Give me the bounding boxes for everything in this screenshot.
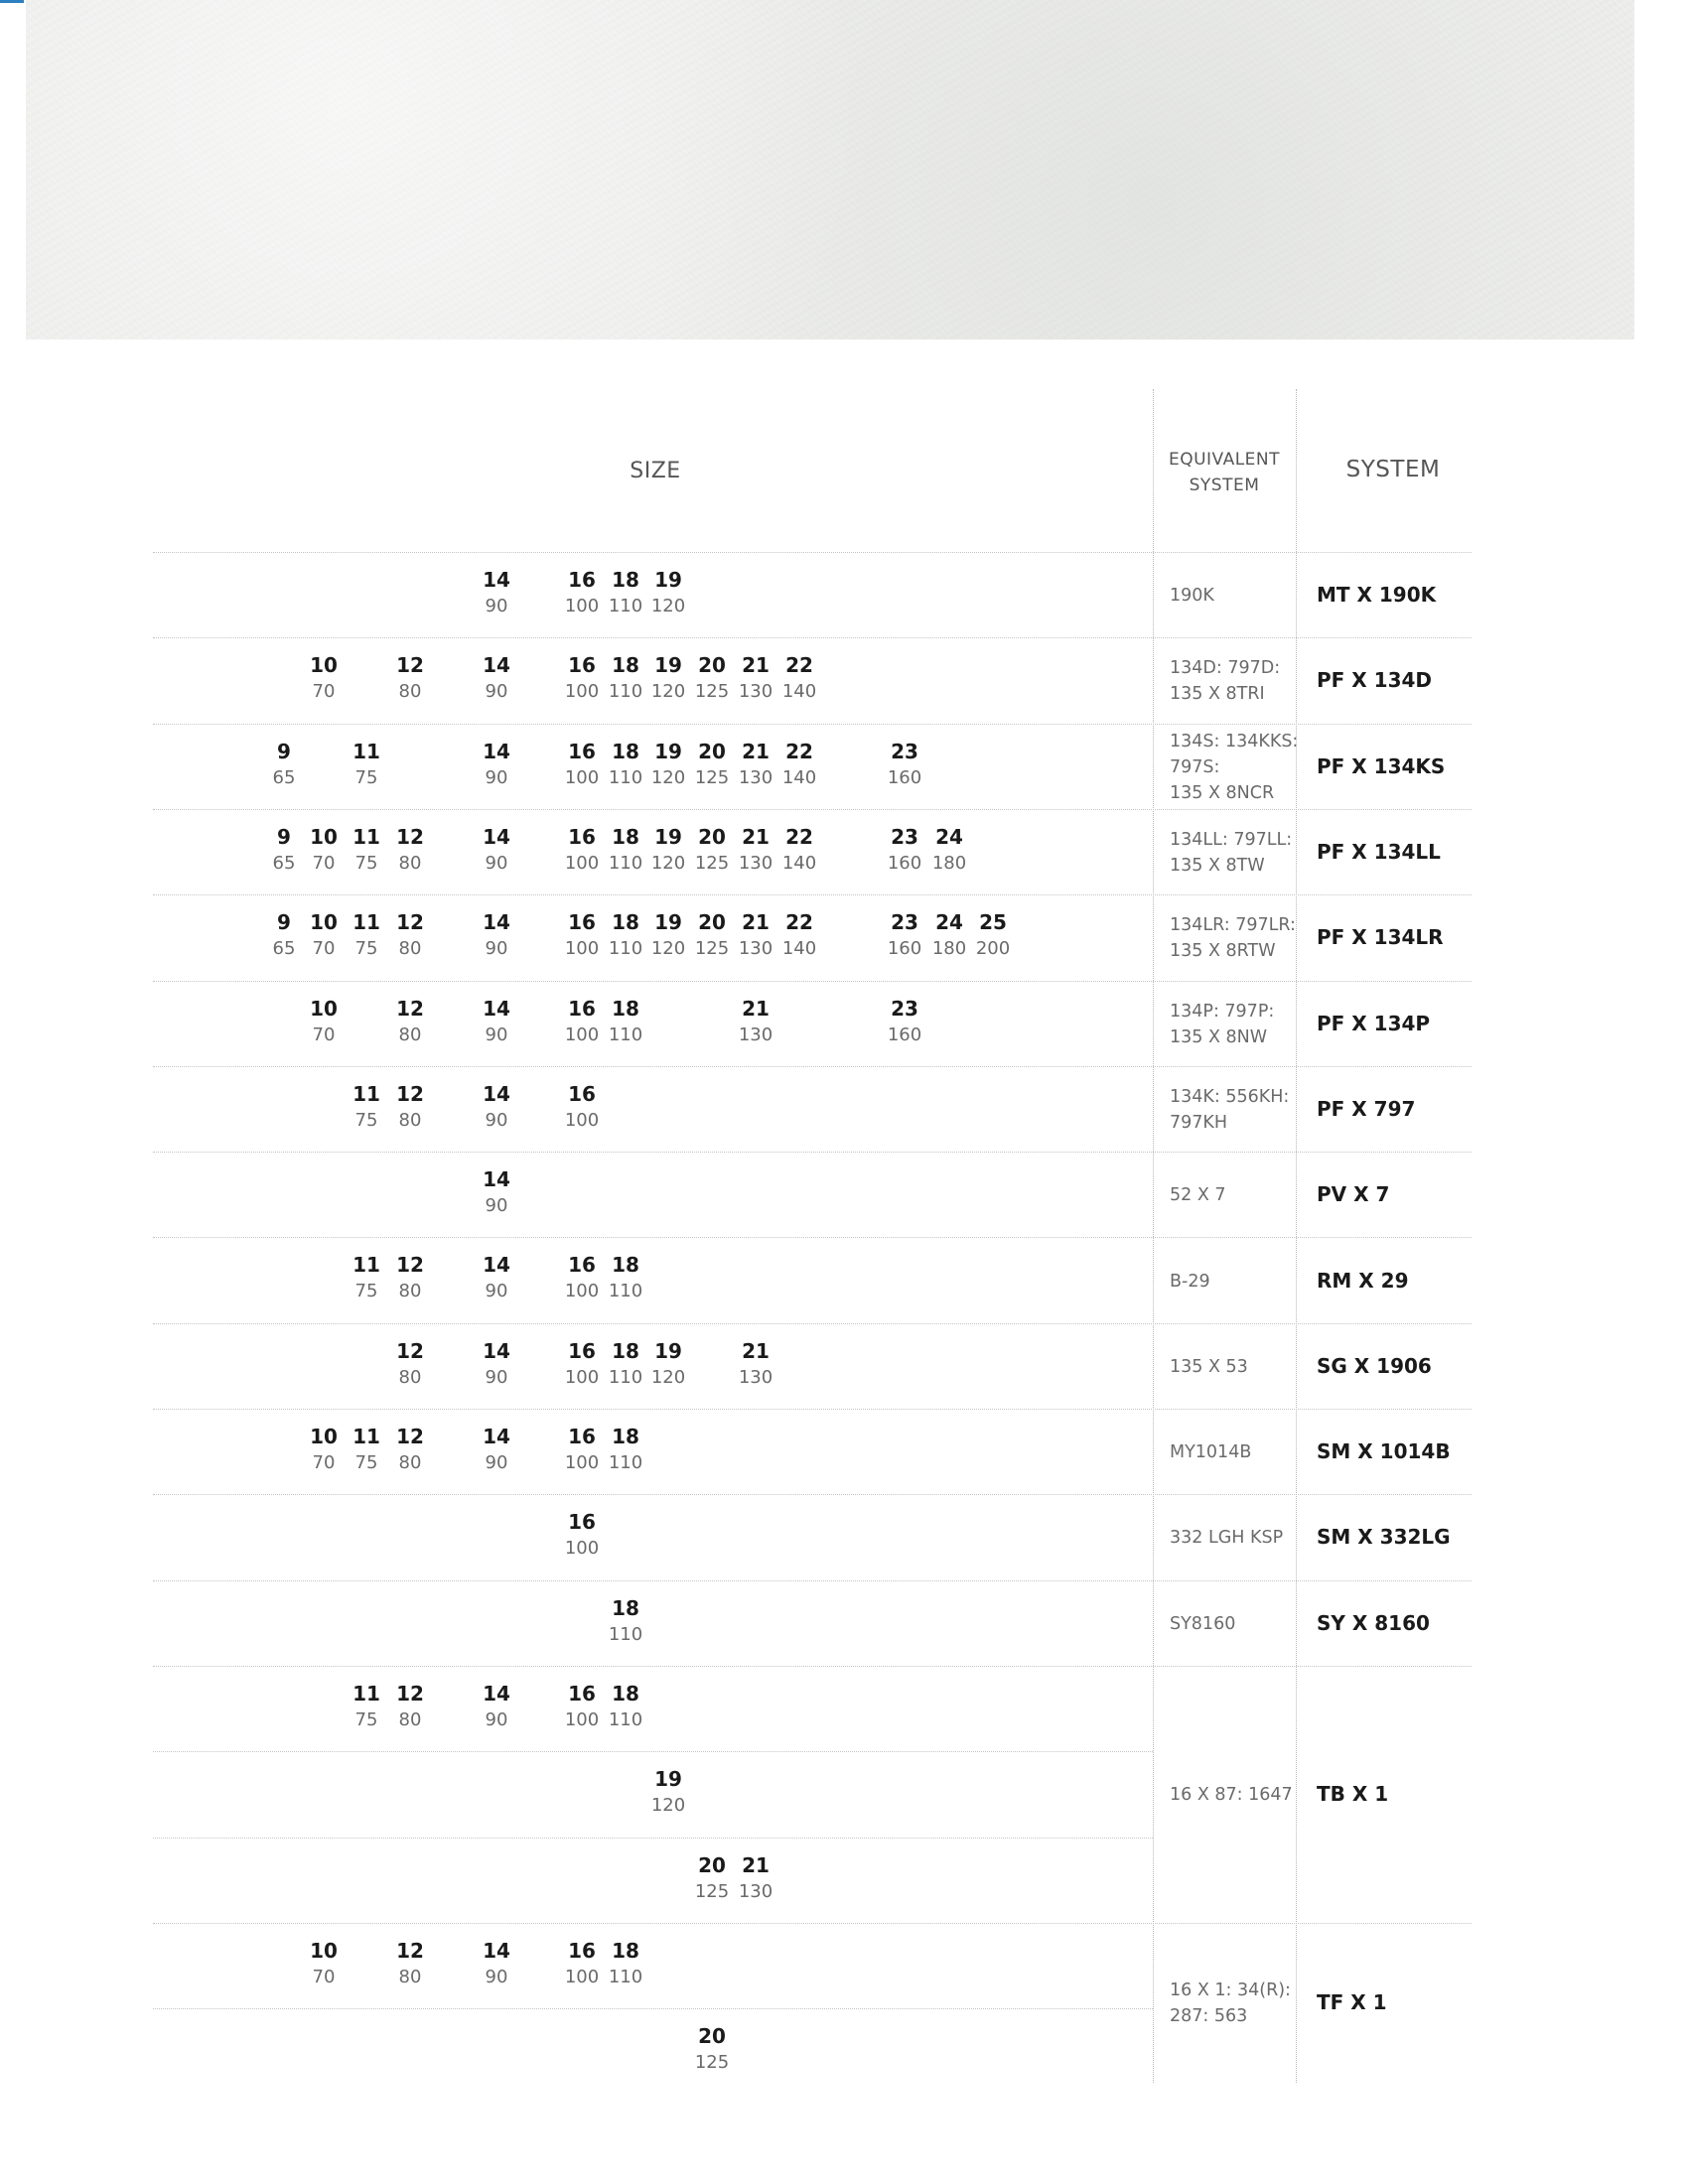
size-number: 19 bbox=[654, 910, 682, 935]
metric-size: 125 bbox=[694, 766, 730, 788]
system-cell: SM X 1014B bbox=[1317, 1439, 1451, 1464]
equivalent-system-header bbox=[1155, 447, 1294, 498]
metric-size: 110 bbox=[608, 1966, 643, 1987]
size-number: 14 bbox=[483, 824, 510, 849]
size-number: 11 bbox=[352, 1081, 380, 1106]
equivalent-system-line: 135 X 8NW bbox=[1170, 1026, 1268, 1047]
size-number: 21 bbox=[742, 1338, 770, 1363]
row-separator bbox=[153, 1237, 1472, 1238]
size-number: 20 bbox=[698, 824, 726, 849]
size-header: SIZE bbox=[630, 459, 681, 483]
metric-size: 70 bbox=[312, 938, 336, 960]
row-separator bbox=[153, 1838, 1153, 1839]
size-number: 12 bbox=[396, 996, 424, 1021]
metric-size: 90 bbox=[485, 1024, 508, 1045]
size-number: 18 bbox=[612, 1595, 639, 1620]
equivalent-system-line: 134K: 556KH: bbox=[1170, 1086, 1290, 1107]
metric-size: 90 bbox=[485, 1708, 508, 1730]
metric-size: 90 bbox=[485, 1195, 508, 1217]
column-divider-equivalent bbox=[1153, 389, 1154, 2083]
size-number: 11 bbox=[352, 1425, 380, 1448]
metric-size: 100 bbox=[564, 1281, 600, 1302]
metric-size: 110 bbox=[608, 766, 643, 788]
size-number: 14 bbox=[483, 1081, 510, 1106]
equivalent-system-cell bbox=[1170, 1978, 1297, 2029]
metric-size: 80 bbox=[398, 938, 422, 960]
row-separator bbox=[153, 981, 1472, 982]
metric-size: 110 bbox=[608, 1623, 643, 1645]
size-number: 18 bbox=[612, 1938, 639, 1963]
size-number: 18 bbox=[612, 1425, 639, 1448]
row-separator bbox=[153, 1751, 1153, 1752]
size-number: 18 bbox=[612, 1681, 639, 1706]
size-number: 22 bbox=[785, 739, 813, 763]
metric-size: 125 bbox=[694, 852, 730, 874]
metric-size: 70 bbox=[312, 1024, 336, 1045]
metric-size: 100 bbox=[564, 1366, 600, 1388]
size-number: 16 bbox=[568, 910, 596, 935]
metric-size: 80 bbox=[398, 1281, 422, 1302]
metric-size: 130 bbox=[738, 681, 774, 703]
size-number: 12 bbox=[396, 1081, 424, 1106]
metric-size: 110 bbox=[608, 1024, 643, 1045]
metric-size: 90 bbox=[485, 681, 508, 703]
metric-size: 180 bbox=[931, 852, 967, 874]
metric-size: 140 bbox=[781, 852, 817, 874]
metric-size: 120 bbox=[650, 938, 686, 960]
size-number: 21 bbox=[742, 996, 770, 1021]
system-cell: TB X 1 bbox=[1317, 1782, 1389, 1807]
size-number: 21 bbox=[742, 824, 770, 849]
metric-size: 75 bbox=[354, 1281, 378, 1302]
equivalent-system-line: 16 X 87: 1647 bbox=[1170, 1785, 1293, 1806]
row-separator bbox=[153, 1409, 1472, 1410]
equivalent-system-cell bbox=[1170, 1611, 1297, 1637]
size-number: 23 bbox=[891, 824, 918, 849]
size-number: 10 bbox=[310, 1938, 338, 1963]
equivalent-system-line: 190K bbox=[1170, 586, 1214, 607]
metric-size: 80 bbox=[398, 1452, 422, 1473]
row-separator bbox=[153, 809, 1472, 810]
metric-size: 90 bbox=[485, 596, 508, 616]
equivalent-system-line: 135 X 8TW bbox=[1170, 856, 1265, 877]
size-number: 11 bbox=[352, 824, 380, 849]
size-number: 16 bbox=[568, 1510, 596, 1535]
row-separator bbox=[153, 1323, 1472, 1324]
metric-size: 160 bbox=[887, 938, 922, 960]
metric-size: 110 bbox=[608, 938, 643, 960]
size-number: 10 bbox=[310, 824, 338, 849]
metric-size: 70 bbox=[312, 1452, 336, 1473]
metric-size: 70 bbox=[312, 681, 336, 703]
size-number: 14 bbox=[483, 996, 510, 1021]
size-number: 21 bbox=[742, 910, 770, 935]
metric-size: 90 bbox=[485, 1281, 508, 1302]
size-number: 10 bbox=[310, 910, 338, 935]
metric-size: 140 bbox=[781, 938, 817, 960]
size-number: 23 bbox=[891, 910, 918, 935]
size-number: 19 bbox=[654, 653, 682, 678]
size-number: 18 bbox=[612, 653, 639, 678]
metric-size: 90 bbox=[485, 1452, 508, 1473]
size-number: 16 bbox=[568, 1081, 596, 1106]
size-number: 9 bbox=[277, 910, 291, 935]
row-separator bbox=[153, 894, 1472, 895]
equivalent-system-cell bbox=[1170, 1354, 1297, 1380]
metric-size: 140 bbox=[781, 766, 817, 788]
metric-size: 140 bbox=[781, 681, 817, 703]
row-separator bbox=[153, 1923, 1472, 1924]
equivalent-system-line: 134D: 797D: bbox=[1170, 658, 1281, 679]
size-number: 11 bbox=[352, 739, 380, 763]
system-cell: SY X 8160 bbox=[1317, 1610, 1430, 1635]
size-number: 12 bbox=[396, 1338, 424, 1363]
size-number: 14 bbox=[483, 568, 510, 592]
size-number: 23 bbox=[891, 996, 918, 1021]
equivalent-system-cell bbox=[1170, 729, 1297, 806]
size-number: 22 bbox=[785, 653, 813, 678]
metric-size: 65 bbox=[272, 938, 296, 960]
metric-size: 75 bbox=[354, 1109, 378, 1131]
size-number: 19 bbox=[654, 739, 682, 763]
metric-size: 110 bbox=[608, 852, 643, 874]
size-number: 12 bbox=[396, 1938, 424, 1963]
size-number: 21 bbox=[742, 739, 770, 763]
size-number: 24 bbox=[935, 910, 963, 935]
metric-size: 100 bbox=[564, 1708, 600, 1730]
size-number: 12 bbox=[396, 824, 424, 849]
equivalent-system-line: 135 X 8RTW bbox=[1170, 941, 1276, 962]
size-number: 16 bbox=[568, 824, 596, 849]
size-number: 14 bbox=[483, 1938, 510, 1963]
size-number: 19 bbox=[654, 1767, 682, 1792]
equivalent-system-cell bbox=[1170, 583, 1297, 609]
metric-size: 120 bbox=[650, 852, 686, 874]
size-number: 12 bbox=[396, 910, 424, 935]
size-number: 19 bbox=[654, 824, 682, 849]
system-cell: PF X 134KS bbox=[1317, 753, 1446, 778]
metric-size: 75 bbox=[354, 766, 378, 788]
metric-size: 100 bbox=[564, 766, 600, 788]
size-number: 18 bbox=[612, 910, 639, 935]
column-divider-system bbox=[1296, 389, 1297, 2083]
size-number: 16 bbox=[568, 653, 596, 678]
system-header: SYSTEM bbox=[1345, 457, 1441, 482]
metric-size: 100 bbox=[564, 938, 600, 960]
row-separator bbox=[153, 1494, 1472, 1495]
metric-size: 90 bbox=[485, 766, 508, 788]
equivalent-system-line: 135 X 53 bbox=[1170, 1356, 1248, 1377]
metric-size: 75 bbox=[354, 938, 378, 960]
size-number: 12 bbox=[396, 1425, 424, 1448]
size-number: 19 bbox=[654, 568, 682, 592]
size-number: 14 bbox=[483, 910, 510, 935]
metric-size: 100 bbox=[564, 1538, 600, 1560]
metric-size: 90 bbox=[485, 1366, 508, 1388]
equivalent-system-cell bbox=[1170, 827, 1297, 879]
metric-size: 130 bbox=[738, 1880, 774, 1902]
size-number: 16 bbox=[568, 1681, 596, 1706]
row-separator bbox=[153, 724, 1472, 725]
metric-size: 70 bbox=[312, 852, 336, 874]
metric-size: 125 bbox=[694, 1880, 730, 1902]
size-number: 22 bbox=[785, 910, 813, 935]
size-number: 14 bbox=[483, 1167, 510, 1192]
system-cell: RM X 29 bbox=[1317, 1268, 1409, 1293]
size-number: 10 bbox=[310, 1425, 338, 1448]
metric-size: 120 bbox=[650, 681, 686, 703]
equivalent-system-line: 16 X 1: 34(R): bbox=[1170, 1980, 1291, 2001]
metric-size: 80 bbox=[398, 852, 422, 874]
size-number: 16 bbox=[568, 1938, 596, 1963]
size-number: 18 bbox=[612, 824, 639, 849]
size-number: 16 bbox=[568, 1425, 596, 1448]
system-cell: TF X 1 bbox=[1317, 1990, 1387, 2015]
size-number: 16 bbox=[568, 739, 596, 763]
metric-size: 180 bbox=[931, 938, 967, 960]
system-cell: PF X 797 bbox=[1317, 1096, 1416, 1121]
metric-size: 130 bbox=[738, 938, 774, 960]
equivalent-system-cell bbox=[1170, 655, 1297, 707]
equivalent-system-line: 52 X 7 bbox=[1170, 1185, 1226, 1206]
size-number: 14 bbox=[483, 1338, 510, 1363]
size-number: 18 bbox=[612, 1338, 639, 1363]
metric-size: 160 bbox=[887, 852, 922, 874]
metric-size: 130 bbox=[738, 766, 774, 788]
system-cell: SG X 1906 bbox=[1317, 1353, 1432, 1378]
row-separator bbox=[153, 552, 1472, 553]
metric-size: 200 bbox=[975, 938, 1011, 960]
size-number: 14 bbox=[483, 1253, 510, 1278]
equivalent-system-line: 135 X 8TRI bbox=[1170, 684, 1265, 705]
size-number: 10 bbox=[310, 653, 338, 678]
size-number: 16 bbox=[568, 1338, 596, 1363]
equivalent-system-line: 332 LGH KSP bbox=[1170, 1528, 1284, 1549]
metric-size: 100 bbox=[564, 1109, 600, 1131]
metric-size: 75 bbox=[354, 1452, 378, 1473]
metric-size: 120 bbox=[650, 766, 686, 788]
metric-size: 90 bbox=[485, 1109, 508, 1131]
system-cell: PF X 134LL bbox=[1317, 840, 1441, 865]
equivalent-system-line: 134LR: 797LR: bbox=[1170, 915, 1296, 936]
equivalent-system-line: 135 X 8NCR bbox=[1170, 782, 1275, 803]
metric-size: 160 bbox=[887, 1024, 922, 1045]
metric-size: 80 bbox=[398, 1024, 422, 1045]
metric-size: 80 bbox=[398, 1366, 422, 1388]
metric-size: 90 bbox=[485, 852, 508, 874]
equivalent-system-cell bbox=[1170, 1439, 1297, 1465]
texture-banner bbox=[26, 0, 1634, 340]
corner-mark bbox=[0, 0, 24, 3]
size-number: 9 bbox=[277, 739, 291, 763]
size-number: 12 bbox=[396, 1253, 424, 1278]
equivalent-system-line: 797KH bbox=[1170, 1112, 1228, 1133]
metric-size: 100 bbox=[564, 852, 600, 874]
metric-size: 110 bbox=[608, 1452, 643, 1473]
size-number: 20 bbox=[698, 1852, 726, 1877]
metric-size: 110 bbox=[608, 596, 643, 616]
size-number: 21 bbox=[742, 1852, 770, 1877]
equivalent-system-cell bbox=[1170, 1525, 1297, 1551]
row-separator bbox=[153, 1580, 1472, 1581]
equivalent-system-cell bbox=[1170, 912, 1297, 964]
equivalent-system-line: 134LL: 797LL: bbox=[1170, 830, 1293, 851]
metric-size: 120 bbox=[650, 596, 686, 616]
metric-size: 125 bbox=[694, 938, 730, 960]
equivalent-header-line-1: EQUIVALENT bbox=[1168, 450, 1281, 470]
size-number: 20 bbox=[698, 910, 726, 935]
row-separator bbox=[153, 637, 1472, 638]
size-number: 24 bbox=[935, 824, 963, 849]
equivalent-system-line: 287: 563 bbox=[1170, 2006, 1248, 2027]
metric-size: 80 bbox=[398, 1966, 422, 1987]
metric-size: 160 bbox=[887, 766, 922, 788]
equivalent-system-cell bbox=[1170, 1084, 1297, 1136]
metric-size: 120 bbox=[650, 1366, 686, 1388]
equivalent-system-line: 134S: 134KKS: bbox=[1170, 731, 1299, 751]
size-number: 11 bbox=[352, 910, 380, 935]
size-number: 18 bbox=[612, 739, 639, 763]
metric-size: 100 bbox=[564, 681, 600, 703]
metric-size: 110 bbox=[608, 681, 643, 703]
size-number: 18 bbox=[612, 568, 639, 592]
size-number: 20 bbox=[698, 653, 726, 678]
metric-size: 120 bbox=[650, 1795, 686, 1817]
size-number: 18 bbox=[612, 1253, 639, 1278]
metric-size: 110 bbox=[608, 1708, 643, 1730]
size-number: 11 bbox=[352, 1253, 380, 1278]
system-cell: MT X 190K bbox=[1317, 583, 1437, 608]
system-cell: PF X 134D bbox=[1317, 668, 1433, 693]
size-number: 20 bbox=[698, 2024, 726, 2049]
metric-size: 100 bbox=[564, 1024, 600, 1045]
row-separator bbox=[153, 1152, 1472, 1153]
metric-size: 90 bbox=[485, 1966, 508, 1987]
equivalent-system-line: 797S: bbox=[1170, 756, 1220, 777]
metric-size: 65 bbox=[272, 766, 296, 788]
size-number: 22 bbox=[785, 824, 813, 849]
system-cell: PF X 134LR bbox=[1317, 925, 1444, 950]
metric-size: 80 bbox=[398, 1109, 422, 1131]
size-number: 11 bbox=[352, 1681, 380, 1706]
metric-size: 65 bbox=[272, 852, 296, 874]
size-number: 16 bbox=[568, 1253, 596, 1278]
metric-size: 100 bbox=[564, 1966, 600, 1987]
metric-size: 75 bbox=[354, 1708, 378, 1730]
equivalent-system-cell bbox=[1170, 1782, 1297, 1808]
system-cell: PV X 7 bbox=[1317, 1182, 1390, 1207]
system-cell: SM X 332LG bbox=[1317, 1525, 1451, 1550]
metric-size: 130 bbox=[738, 1024, 774, 1045]
size-number: 16 bbox=[568, 568, 596, 592]
metric-size: 110 bbox=[608, 1366, 643, 1388]
equivalent-system-cell bbox=[1170, 1182, 1297, 1208]
size-number: 18 bbox=[612, 996, 639, 1021]
size-number: 10 bbox=[310, 996, 338, 1021]
size-number: 12 bbox=[396, 653, 424, 678]
metric-size: 90 bbox=[485, 938, 508, 960]
size-number: 12 bbox=[396, 1681, 424, 1706]
size-number: 19 bbox=[654, 1338, 682, 1363]
size-number: 20 bbox=[698, 739, 726, 763]
system-cell: PF X 134P bbox=[1317, 1011, 1431, 1035]
metric-size: 100 bbox=[564, 1452, 600, 1473]
size-number: 25 bbox=[979, 910, 1007, 935]
size-number: 14 bbox=[483, 1425, 510, 1448]
size-number: 9 bbox=[277, 824, 291, 849]
equivalent-system-cell bbox=[1170, 1269, 1297, 1295]
row-separator bbox=[153, 1666, 1472, 1667]
size-number: 23 bbox=[891, 739, 918, 763]
metric-size: 130 bbox=[738, 1366, 774, 1388]
equivalent-system-cell bbox=[1170, 999, 1297, 1050]
row-separator bbox=[153, 2008, 1153, 2009]
equivalent-system-line: 134P: 797P: bbox=[1170, 1001, 1275, 1022]
metric-size: 80 bbox=[398, 681, 422, 703]
metric-size: 130 bbox=[738, 852, 774, 874]
metric-size: 100 bbox=[564, 596, 600, 616]
size-number: 14 bbox=[483, 739, 510, 763]
size-number: 14 bbox=[483, 653, 510, 678]
equivalent-system-line: SY8160 bbox=[1170, 1613, 1236, 1634]
metric-size: 75 bbox=[354, 852, 378, 874]
metric-size: 110 bbox=[608, 1281, 643, 1302]
equivalent-system-line: B-29 bbox=[1170, 1271, 1210, 1292]
size-number: 14 bbox=[483, 1681, 510, 1706]
row-separator bbox=[153, 1066, 1472, 1067]
size-number: 21 bbox=[742, 653, 770, 678]
metric-size: 70 bbox=[312, 1966, 336, 1987]
metric-size: 125 bbox=[694, 2052, 730, 2074]
metric-size: 125 bbox=[694, 681, 730, 703]
equivalent-header-line-2: SYSTEM bbox=[1189, 476, 1260, 495]
size-number: 16 bbox=[568, 996, 596, 1021]
equivalent-system-line: MY1014B bbox=[1170, 1442, 1252, 1463]
metric-size: 80 bbox=[398, 1708, 422, 1730]
